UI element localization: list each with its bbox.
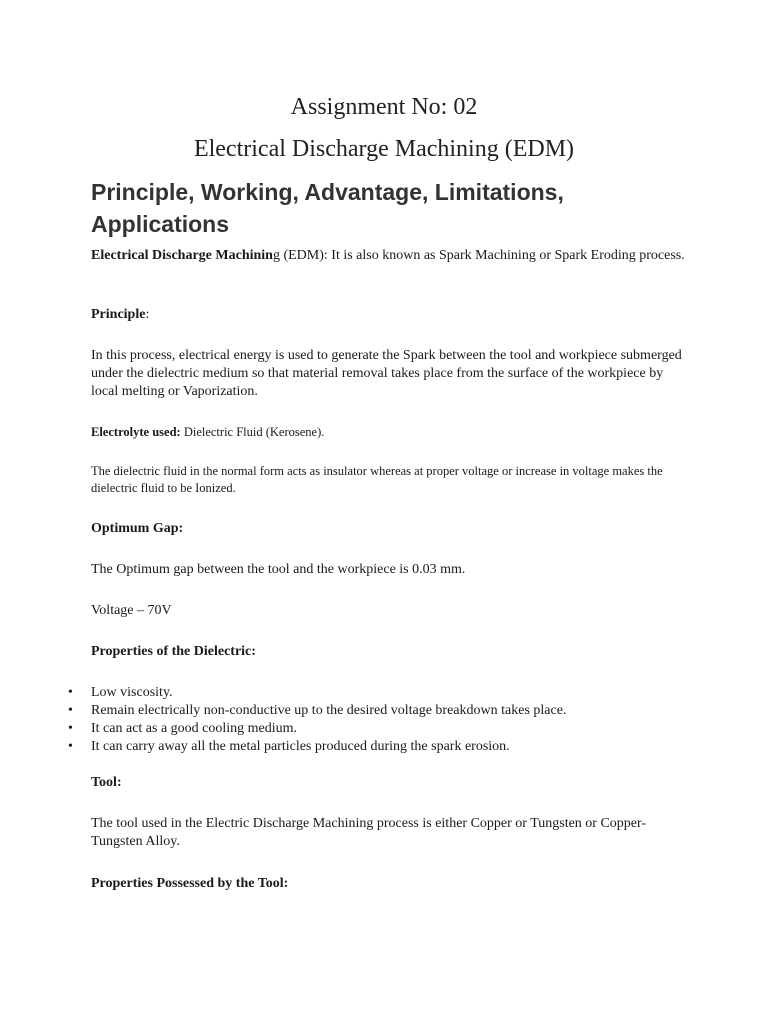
bullet-icon: • <box>68 739 73 754</box>
tool-properties-label: Properties Possessed by the Tool: <box>91 876 289 891</box>
principle-label-line <box>91 306 691 324</box>
section-heading: Principle, Working, Advantage, Limitations, Applications <box>91 179 564 237</box>
dielectric-properties-list <box>68 684 566 756</box>
intro-term-rest: g <box>272 248 280 263</box>
list-item <box>68 738 566 756</box>
bullet-icon: • <box>68 685 73 700</box>
electrolyte-line <box>91 424 691 441</box>
optimum-gap-text: The Optimum gap between the tool and the workpiece is 0.03 mm. <box>91 562 466 577</box>
list-item-text: Low viscosity. <box>91 685 173 700</box>
electrolyte-label: Electrolyte used: <box>91 425 181 439</box>
voltage-text: Voltage – 70V <box>91 603 172 618</box>
principle-paragraph: In this process, electrical energy is used to generate the Spark between the tool and workpiece submerged under the dielectric medium so that material removal takes place from the surface of the workpiece by local melting or Vaporization. <box>91 348 682 399</box>
list-item-text: Remain electrically non-conductive up to the desired voltage breakdown takes place. <box>91 703 567 718</box>
tool-label: Tool: <box>91 775 122 790</box>
principle-suffix: : <box>145 307 150 322</box>
bullet-icon: • <box>68 703 73 718</box>
dielectric-properties-label: Properties of the Dielectric: <box>91 644 256 659</box>
bullet-icon: • <box>68 721 73 736</box>
intro-paragraph <box>91 247 691 265</box>
principle-label: Principle <box>91 307 146 322</box>
list-item <box>68 702 566 720</box>
intro-text: (EDM): It is also known as Spark Machining or Spark Eroding process. <box>279 248 685 263</box>
dielectric-paragraph: The dielectric fluid in the normal form acts as insulator whereas at proper voltage or increase in voltage makes the dielectric fluid to be Ionized. <box>91 464 663 495</box>
list-item <box>68 720 566 738</box>
intro-term-bold: Electrical Discharge Machinin <box>91 248 273 263</box>
electrolyte-value: Dielectric Fluid (Kerosene). <box>180 425 325 439</box>
optimum-gap-label: Optimum Gap: <box>91 521 184 536</box>
list-item-text: It can carry away all the metal particles produced during the spark erosion. <box>91 739 510 754</box>
assignment-title: Assignment No: 02 <box>290 94 478 120</box>
list-item <box>68 684 566 702</box>
document-subtitle: Electrical Discharge Machining (EDM) <box>193 136 575 162</box>
tool-paragraph: The tool used in the Electric Discharge Machining process is either Copper or Tungsten or Copper-Tungsten Alloy. <box>91 816 647 849</box>
list-item-text: It can act as a good cooling medium. <box>91 721 298 736</box>
